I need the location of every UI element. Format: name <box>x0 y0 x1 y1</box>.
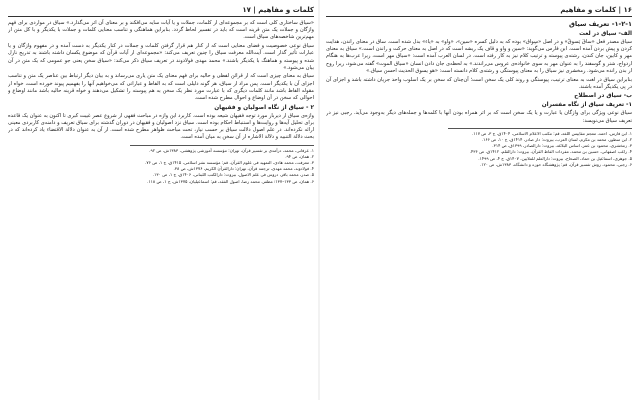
footnote: ۳. زمخشری، محمود بن عمر، اساس البلاغة، بیروت: دارالصادر، ۱۳۹۹ق، ص ۳۱۴. <box>492 143 632 149</box>
footnote: ۵. صدر، محمد باقر، دروس فی علم الاصول، بیروت: دارالکتب اللبنانی، ۱۴۰۶ق، ج ۱، ص ۱۳۰. <box>152 172 314 178</box>
header-rule <box>8 16 314 17</box>
left-page <box>8 6 314 394</box>
right-page-header: ۱۶ | کلمات و مفاهیم <box>560 6 632 14</box>
footnote-rule <box>448 128 632 129</box>
subsection-heading: ۱- تعریف سیاق از نگاه مفسران <box>541 102 632 109</box>
paragraph: سیاق نوعی ویژگی برای واژگان یا عبارت و یا یک سخن است که بر اثر همراه بودن آنها با کلمه‌ها و جمله‌های دیگر به‌وجود می‌آید. رجبی نیز در تعریف سیاق می‌نویسد: <box>326 110 632 124</box>
section-heading: ۲ - سیاق از نگاه اصولیان و فقیهان <box>214 104 314 111</box>
book-gutter <box>318 0 320 400</box>
footnote: ۵. جوهری، اسماعیل بن حماد، الصحاح، بیروت: دارالعلم للملایین، ۱۴۰۷ق، ج ۴، ص ۱۴۹۹. <box>478 155 632 161</box>
paragraph: «سیاق ساختاری کلی است که بر مجموعه‌ای از کلمات، جملات و یا آیات سایه می‌افکند و بر معنای آن اثر می‌گذارد.» سیاق در مواردی برای فهم واژگان و جملات یک متن قرینه است که باید در تفسیر لحاظ گردد. بنابراین هماهنگی و تناسب معنایی کلمات و جملات با یکدیگر و با کل متن از مهم‌ترین شاخصه‌های سیاق است. <box>8 20 314 41</box>
footnote: ۶. رجبی، محمود، روش تفسیر قرآن، قم: پژوهشگاه حوزه و دانشگاه، ۱۳۸۳ش، ص ۱۲۰. <box>479 161 632 167</box>
paragraph: سیاق نوعی خصوصیت و فضای معنایی است که از کنار هم قرار گرفتن کلمات و جملات در کنار یکدیگر به دست آمده و در مفهوم واژگان و یا عبارات تأثیر گذار است. آیت‌الله معرفت سیاق را چنین تعریف می‌کند: «مجموعه‌ای از آیات قرآن که موضوع یکسان داشته باشند به تدریج نازل شده و پیوسته و هماهنگ با یکدیگر باشند.» محمد مهدی فولادوند در تعریف سیاق ذکر می‌کند: «سیاق سخن یعنی جو عمومی که یک متن در آن بیان می‌شود.» <box>8 43 314 71</box>
paragraph: واژه‌ی سیاق از دیرباز مورد توجه فقیهان شیعه بوده است. کاربرد این واژه در مباحث فقهی از شروع عصر غیبت کبری تا اکنون به عنوان یک قاعده برای تحلیل آیه‌ها و روایت‌ها و استنباط احکام بوده است. سیاق نزد اصولیان و فقیهان در دوران گذشته برای سیاق تعریف و دامنه‌ی کاربردی معینی ارائه نکرده‌اند. در علم اصول دلالت سیاق بر حسب نیاز، تحت مباحث ظواهر مطرح شده است. از آن به عنوان دلالة الاقتضاء یاد کرده‌اند که در بحث دلالة التنبیه و دلالة الاشاره از آن سخن به میان آمده است. <box>8 112 314 141</box>
paragraph: بنابراین سیاق در لغت به معنای ترتیب، پیوستگی و روند کلی یک سخن است؛ آن‌چنان که سخن بر یک اسلوب واحد جریان داشته باشد و اجزای آن در پی یکدیگر آمده باشند. <box>326 76 632 90</box>
subsection-heading: ب- سیاق در اصطلاح <box>574 93 632 100</box>
footnote: ۱. عرفانی، محمد، درآمدی بر تفسیر قرآن، تهران: مؤسسه آموزشی پژوهشی، ۱۳۸۳ش، ص ۹۲. <box>149 147 314 153</box>
footnote-rule <box>130 145 314 146</box>
left-page-header: کلمات و مفاهیم | ۱۷ <box>242 6 314 14</box>
footnote: ۶. همان، ص ۱۳۳–۱۳۷؛ مظفر، محمد رضا، اصول الفقه، قم: اسماعیلیان، ۱۳۷۵ش، ج ۱، ص ۱۱۸. <box>147 178 314 184</box>
footnote: ۴. راغب اصفهانی، حسین بن محمد، مفردات الفاظ القرآن، بیروت: دارالقلم، ۱۴۱۲ق، ص ۴۳۶. <box>469 149 632 155</box>
paragraph: سیاق به معنای چیزی است که از قرائن لفظی و حالیه برای فهم معنای یک متن یاری می‌رساند و به بیان دیگر ارتباط بین عناصر یک متن و تناسب اجزای آن با یکدیگر است. پس مراد از سیاق، هر گونه دلیلی است که به الفاظ و عباراتی که می‌خواهیم آنها را بفهمیم پیوند خورده است، خواه از مقوله الفاظ باشد مانند کلمات دیگری که با عبارت مورد نظر یک سخن به هم پیوسته را تشکیل می‌دهند و خواه قرینه حالیه باشد مانند اوضاع و احوالی که سخن در آن اوضاع و احوال مطرح شده است. <box>8 73 314 102</box>
footnote: ۴. فولادوند، محمد مهدی، ترجمه قرآن، تهران: دارالقرآن الکریم، ۱۳۷۶ش، ص ۳۸. <box>173 166 314 172</box>
chapter-heading: ۱-۲-۱- تعریف سیاق <box>568 20 632 28</box>
footnote: ۳. معرفت، محمد هادی، التمهید فی علوم القرآن، قم: مؤسسه نشر اسلامی، ۱۴۱۵ق، ج ۱، ص ۷۶. <box>145 159 314 165</box>
footnote: ۲. همان، ص ۹۴. <box>285 153 314 159</box>
footnote: ۱. ابن فارس، احمد، معجم مقاییس اللغة، قم: مکتب الاعلام الاسلامی، ۱۴۰۴ق، ج ۳، ص ۱۱۷. <box>471 130 632 136</box>
footnote: ۲. ابن منظور، محمد بن مکرم، لسان العرب، بیروت: دار صادر، ۱۴۱۴ق، ج ۱۰، ص ۱۶۶. <box>481 137 632 143</box>
right-page <box>326 6 632 394</box>
subsection-heading: الف- سیاق در لغت <box>579 31 632 37</box>
paragraph: سیاق مصدر فعل «ساقَ یَسوقُ» و در اصل «سِواق» بوده که به دلیل کسره «سین»، «واو» به «یاء» بدل شده است. ساق در معنای راندن، هدایت کردن و پیش بردن آمده است. ابن فارس می‌گوید: «سین و واو و قاف یک ریشه است که در اصل به معنای حرکت و راندن است.» سیاق به معنای مهر و کابین، جان کندن، رشته‌ی پیوسته و ترتیب کلام نیز به کار رفته است. در لسان العرب آمده است: «سیاق مهر است، زیرا عرب‌ها به هنگام ازدواج، شتر و گوسفند را به عنوان مهر به سوی خانواده‌ی عروس می‌راندند.» به لحظه‌ی جان دادن انسان «سیاق الموت» گفته می‌شود، زیرا روح از بدن رانده می‌شود. زمخشری نیز سیاق را به معنای پیوستگی و رشته‌ی کلام دانسته است: «هو یسوق الحدیث احسن سیاق.» <box>326 39 632 74</box>
header-rule <box>326 16 632 17</box>
